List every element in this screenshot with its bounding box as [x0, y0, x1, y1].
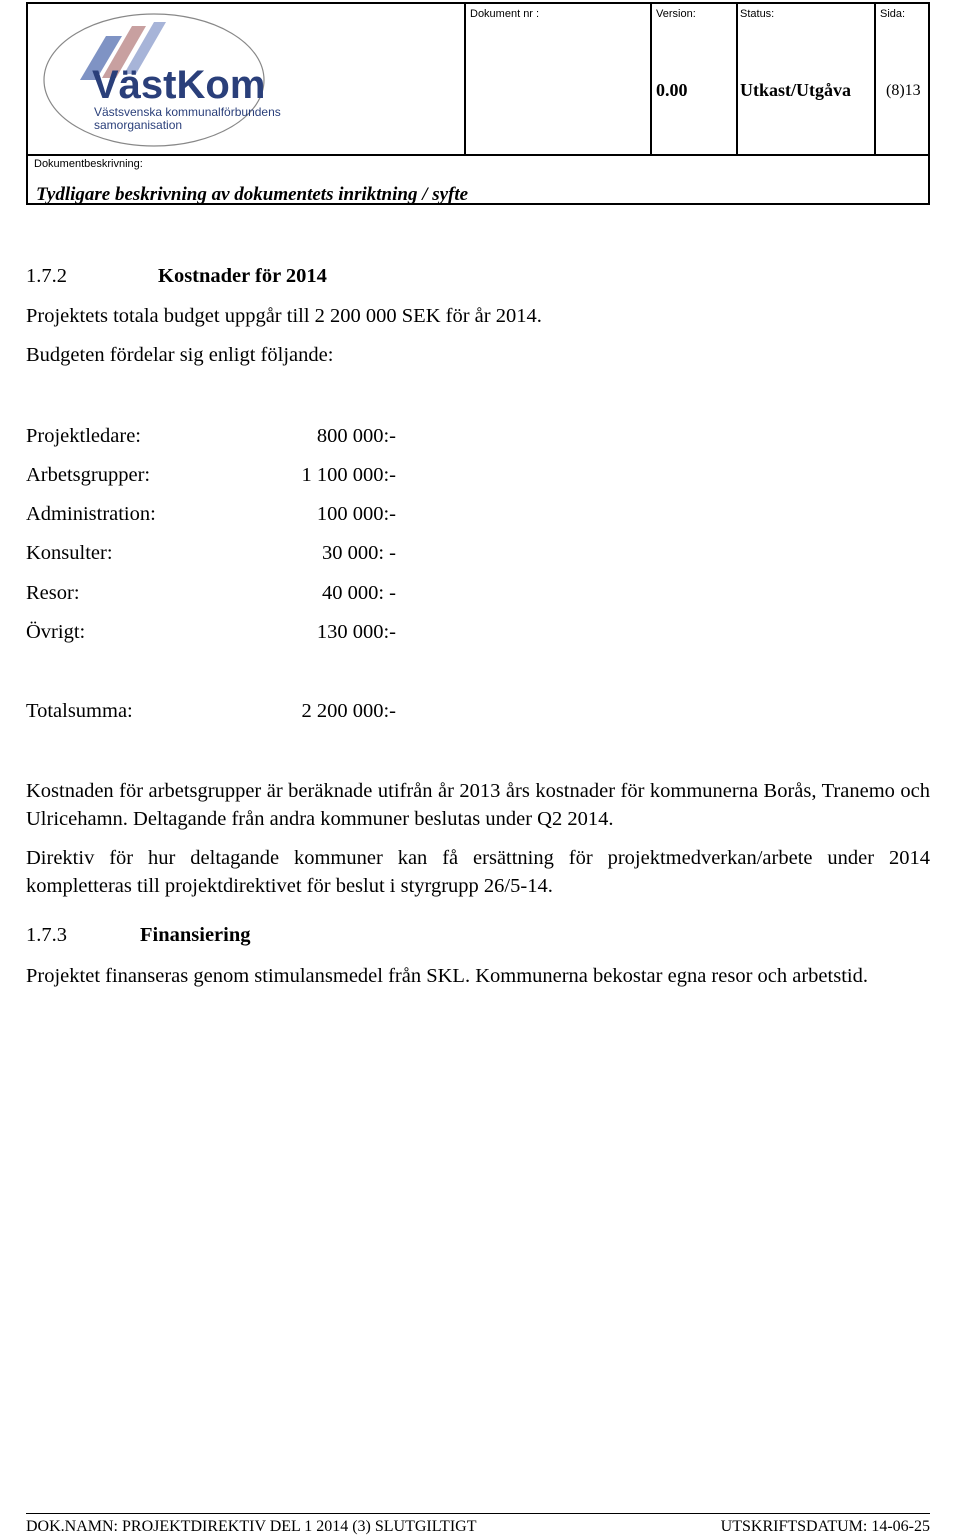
paragraph: Projektet finanseras genom stimulansmedel från SKL. Kommunerna bekostar egna resor och arbetstid. [26, 965, 868, 987]
version-value: 0.00 [656, 80, 688, 100]
intro-text: Projektets totala budget uppgår till 2 200 000 SEK för år 2014. [26, 305, 542, 327]
budget-amount: 800 000:- [316, 425, 396, 447]
status-label: Status: [740, 8, 775, 20]
status-value: Utkast/Utgåva [740, 80, 851, 100]
paragraph: Kostnaden för arbetsgrupper är beräknade utifrån år 2013 års kostnader för kommunerna Borås, Tranemo och Ulricehamn. Deltagande från andra kommuner beslutas under Q2 2014. [26, 780, 930, 830]
page-label: Sida: [880, 8, 906, 20]
budget-label: Projektledare: [26, 425, 141, 447]
budget-amount: 130 000:- [316, 621, 396, 643]
budget-amount: 30 000: - [321, 542, 396, 564]
budget-label: Övrigt: [26, 621, 86, 643]
doc-nr-label: Dokument nr : [470, 8, 540, 20]
budget-label: Administration: [26, 503, 156, 525]
header-divider [650, 4, 652, 155]
page-value: (8)13 [886, 82, 921, 99]
footer-doc-name: DOK.NAMN: PROJEKTDIREKTIV DEL 1 2014 (3) SLUTGILTIGT [26, 1518, 477, 1535]
version-label: Version: [656, 8, 696, 20]
paragraph: Direktiv för hur deltagande kommuner kan få ersättning för projektmedverkan/arbete under 2014 kompletteras till projektdirektivet för beslut i styrgrupp 26/5-14. [26, 847, 930, 897]
budget-label: Konsulter: [26, 542, 113, 564]
total-label: Totalsumma: [26, 700, 133, 722]
section-heading: Finansiering [140, 924, 251, 946]
footer-divider [26, 1513, 930, 1514]
budget-amount: 40 000: - [321, 582, 396, 604]
budget-label: Arbetsgrupper: [26, 464, 151, 486]
header-divider [736, 4, 738, 155]
document-header [26, 2, 930, 205]
budget-amount: 1 100 000:- [301, 464, 396, 486]
vastkom-logo [36, 8, 286, 150]
description-value: Tydligare beskrivning av dokumentets inriktning / syfte [36, 184, 469, 205]
section-number: 1.7.3 [26, 924, 67, 946]
section-heading: Kostnader för 2014 [158, 265, 327, 287]
logo-wordmark: VästKom [92, 63, 266, 107]
intro-text: Budgeten fördelar sig enligt följande: [26, 344, 334, 366]
budget-amount: 100 000:- [316, 503, 396, 525]
total-amount: 2 200 000:- [301, 700, 396, 722]
header-divider [874, 4, 876, 155]
footer-print-date: UTSKRIFTSDATUM: 14-06-25 [720, 1518, 930, 1535]
budget-label: Resor: [26, 582, 80, 604]
section-number: 1.7.2 [26, 265, 67, 287]
logo-subtitle: samorganisation [94, 118, 183, 132]
description-label: Dokumentbeskrivning: [34, 158, 143, 170]
logo-subtitle: Västsvenska kommunalförbundens [94, 105, 281, 119]
header-divider [464, 4, 466, 155]
header-divider [28, 154, 928, 156]
